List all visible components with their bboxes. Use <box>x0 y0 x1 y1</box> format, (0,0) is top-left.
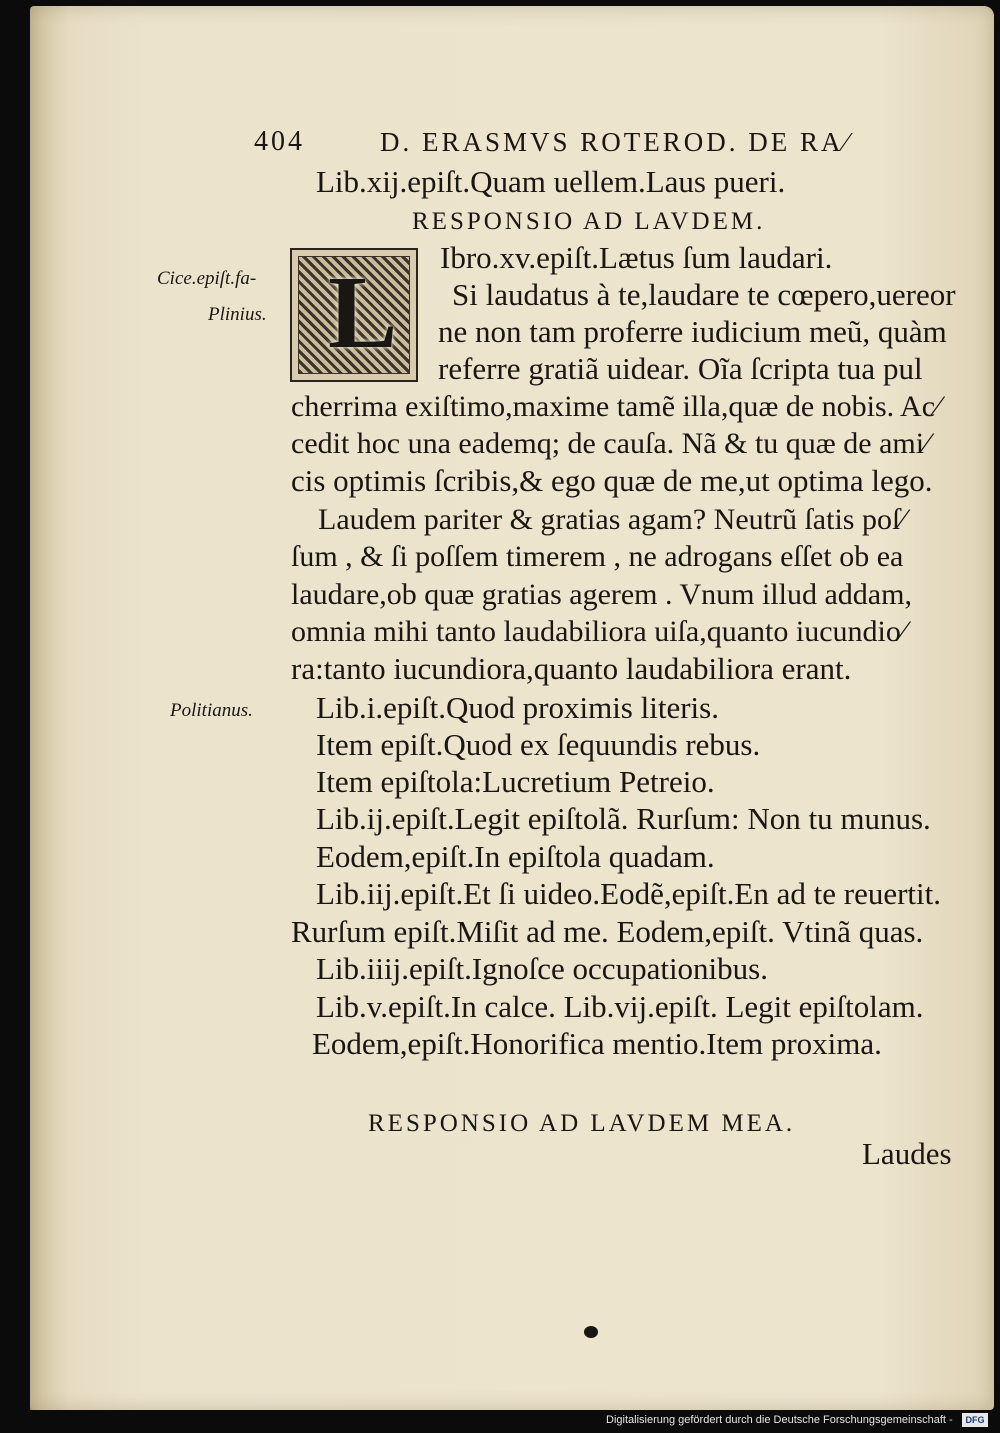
text-line: Si laudatus à te,laudare te cœpero,uereor <box>452 277 956 312</box>
text-line: Laudem pariter & gratias agam? Neutrũ ſatis poſ⁄ <box>318 503 906 536</box>
text-line: referre gratiã uidear. Oĩa ſcripta tua pul <box>438 351 923 386</box>
text-line: Item epiſtola:Lucretium Petreio. <box>316 764 715 799</box>
text-line: Lib.ij.epiſt.Legit epiſtolã. Rurſum: Non tu munus. <box>316 801 931 836</box>
text-line: Eodem,epiſt.In epiſtola quadam. <box>316 839 715 874</box>
text-line: omnia mihi tanto laudabiliora uiſa,quanto iucundio⁄ <box>291 615 906 648</box>
text-line: cherrima exiſtimo,maxime tamẽ illa,quæ de nobis. Ac⁄ <box>291 390 941 423</box>
text-line: Rurſum epiſt.Miſit ad me. Eodem,epiſt. Vtinã quas. <box>291 914 924 949</box>
catchword: Laudes <box>862 1136 952 1171</box>
section-heading: RESPONSIO AD LAVDEM MEA. <box>368 1110 796 1137</box>
text-line: ſum , & ſi poſſem timerem , ne adrogans eſſet ob ea <box>291 540 904 573</box>
drop-cap-letter: L <box>328 255 398 370</box>
text-line: cedit hoc una eademq; de cauſa. Nã & tu quæ de ami⁄ <box>291 427 930 460</box>
running-head: D. ERASMVS ROTEROD. DE RA⁄ <box>380 127 852 157</box>
drop-cap-initial <box>290 248 418 382</box>
text-line: Lib.v.epiſt.In calce. Lib.vij.epiſt. Legit epiſtolam. <box>316 989 924 1024</box>
text-line: Lib.iiij.epiſt.Ignoſce occupationibus. <box>316 951 768 986</box>
text-line: Eodem,epiſt.Honorifica mentio.Item proxima. <box>312 1026 882 1061</box>
text-line: cis optimis ſcribis,& ego quæ de me,ut optima lego. <box>291 463 933 498</box>
digitization-credit: Digitalisierung gefördert durch die Deutsche Forschungsgemeinschaft - <box>606 1414 953 1426</box>
text-line: Ibro.xv.epiſt.Lætus ſum laudari. <box>440 240 833 275</box>
section-heading: RESPONSIO AD LAVDEM. <box>412 208 766 235</box>
margin-note-plinius: Plinius. <box>208 304 267 325</box>
ink-blot <box>584 1326 598 1338</box>
margin-note-politianus: Politianus. <box>170 700 253 721</box>
text-line: ne non tam proferre iudicium meũ, quàm <box>438 314 947 349</box>
margin-note-cicero: Cice.epiſt.fa- <box>157 268 257 289</box>
dfg-logo: DFG <box>962 1413 988 1427</box>
text-line: laudare,ob quæ gratias agerem . Vnum illud addam, <box>291 578 912 611</box>
page-number: 404 <box>254 126 305 157</box>
text-line: Lib.iij.epiſt.Et ſi uideo.Eodẽ,epiſt.En ad te reuertit. <box>316 876 941 911</box>
text-line: ra:tanto iucundiora,quanto laudabiliora erant. <box>291 651 852 686</box>
text-line: Lib.i.epiſt.Quod proximis literis. <box>316 690 719 725</box>
text-line: Lib.xij.epiſt.Quam uellem.Laus pueri. <box>316 164 786 199</box>
text-line: Item epiſt.Quod ex ſequundis rebus. <box>316 727 761 762</box>
